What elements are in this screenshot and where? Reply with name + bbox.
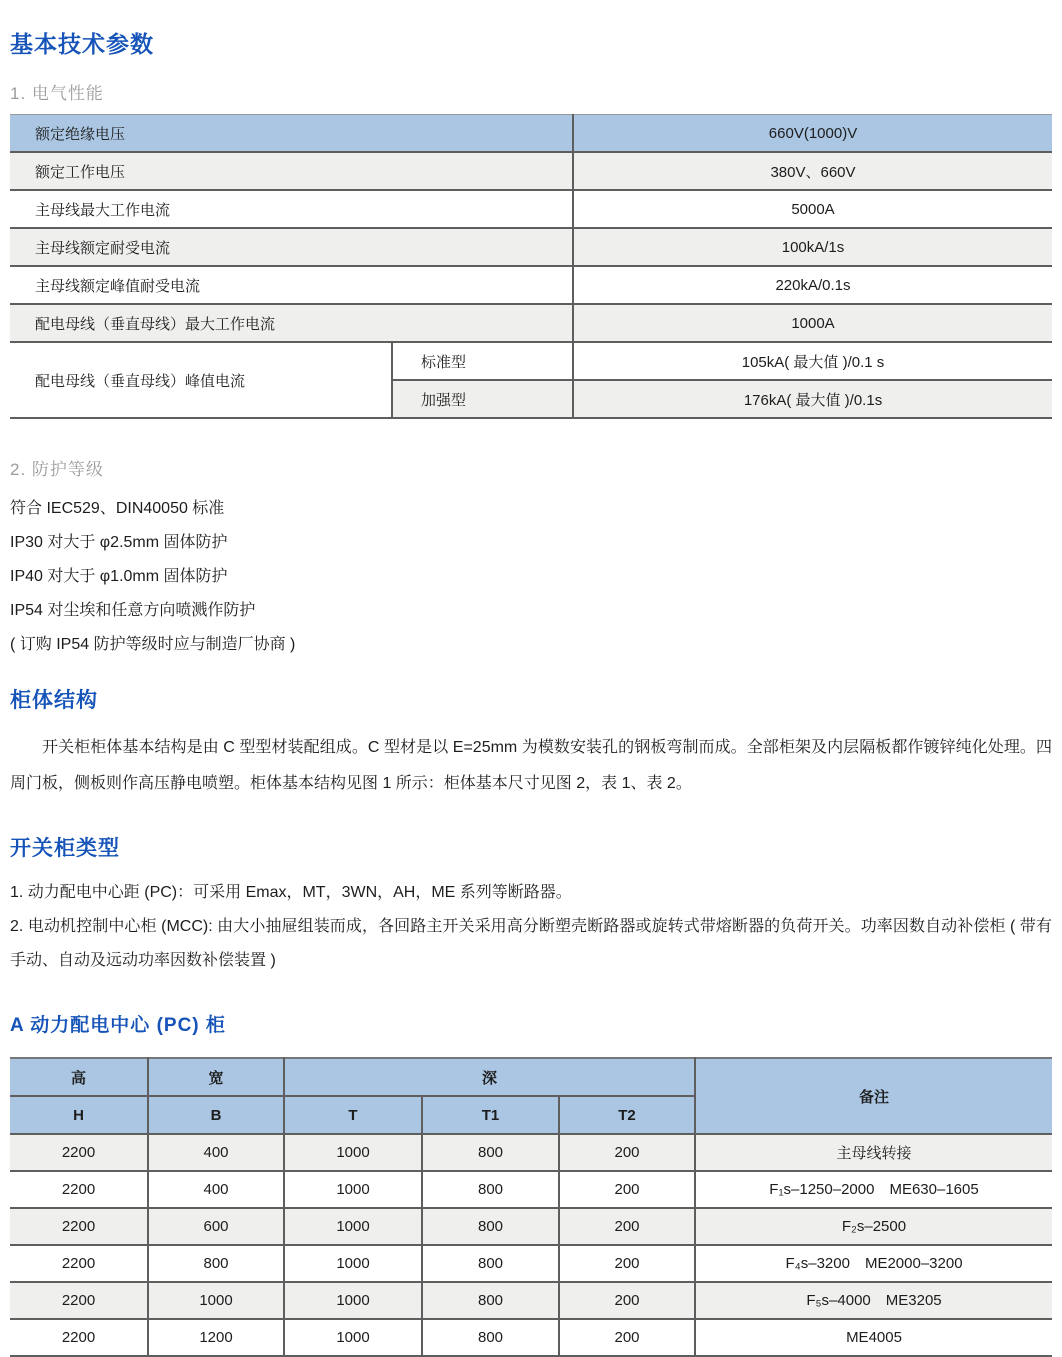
spec-label-peak: 配电母线（垂直母线）峰值电流 xyxy=(10,342,392,418)
cell-t: 1000 xyxy=(284,1282,422,1319)
cell-t2: 200 xyxy=(559,1282,695,1319)
col-header-t1: T1 xyxy=(422,1096,559,1134)
cell-t: 1000 xyxy=(284,1208,422,1245)
cell-t1: 800 xyxy=(422,1245,559,1282)
electrical-spec-table xyxy=(10,114,1052,419)
cell-h: 2200 xyxy=(10,1134,148,1171)
type-item: 1. 动力配电中心距 (PC)：可采用 Emax，MT，3WN，AH，ME 系列等断路器。 xyxy=(10,884,572,901)
cell-t2: 200 xyxy=(559,1208,695,1245)
section-heading-pc: A 动力配电中心 (PC) 柜 xyxy=(10,1015,226,1036)
pc-header-row-1 xyxy=(10,1058,1052,1096)
cell-h: 2200 xyxy=(10,1282,148,1319)
table-row xyxy=(10,1282,1052,1319)
page-title: 基本技术参数 xyxy=(10,31,154,57)
cell-t2: 200 xyxy=(559,1319,695,1356)
cell-t1: 800 xyxy=(422,1134,559,1171)
spec-row xyxy=(10,266,1052,304)
cell-t1: 800 xyxy=(422,1171,559,1208)
protection-line: ( 订购 IP54 防护等级时应与制造厂协商 ) xyxy=(10,636,296,653)
table-row xyxy=(10,1208,1052,1245)
table-row xyxy=(10,1171,1052,1208)
cell-t: 1000 xyxy=(284,1134,422,1171)
col-header-height: 高 xyxy=(10,1058,148,1096)
spec-label: 主母线额定耐受电流 xyxy=(10,228,573,266)
col-header-t2: T2 xyxy=(559,1096,695,1134)
cell-h: 2200 xyxy=(10,1319,148,1356)
cell-t2: 200 xyxy=(559,1134,695,1171)
table-row xyxy=(10,1319,1052,1356)
spec-row xyxy=(10,228,1052,266)
spec-label: 主母线额定峰值耐受电流 xyxy=(10,266,573,304)
cell-remark: F₁s–1250–2000 ME630–1605 xyxy=(695,1171,1052,1208)
protection-line: IP54 对尘埃和任意方向喷溅作防护 xyxy=(10,602,256,619)
protection-line: 符合 IEC529、DIN40050 标准 xyxy=(10,500,225,517)
cell-t2: 200 xyxy=(559,1245,695,1282)
section-heading-structure: 柜体结构 xyxy=(10,689,98,712)
cell-t1: 800 xyxy=(422,1282,559,1319)
spec-row xyxy=(10,304,1052,342)
type-item: 2. 电动机控制中心柜 (MCC): 由大小抽屉组装而成，各回路主开关采用高分断塑壳断路器或旋转式带熔断器的负荷开关。功率因数自动补偿柜 ( 带有手动、自动及远动功率因数补偿装置 ) xyxy=(10,918,1052,969)
spec-value: 220kA/0.1s xyxy=(573,266,1052,304)
spec-row xyxy=(10,152,1052,190)
col-header-t: T xyxy=(284,1096,422,1134)
cell-remark: 主母线转接 xyxy=(695,1134,1052,1171)
spec-label: 配电母线（垂直母线）最大工作电流 xyxy=(10,304,573,342)
protection-line: IP30 对大于 φ2.5mm 固体防护 xyxy=(10,534,228,551)
cell-b: 600 xyxy=(148,1208,284,1245)
structure-paragraph: 开关柜柜体基本结构是由 C 型型材装配组成。C 型材是以 E=25mm 为模数安装孔的钢板弯制而成。全部柜架及内层隔板都作镀锌纯化处理。四周门板，侧板则作高压静电喷塑。柜体基本结构见图 1 所示：柜体基本尺寸见图 2，表 1、表 2。 xyxy=(10,739,1052,792)
cell-b: 800 xyxy=(148,1245,284,1282)
cell-remark: ME4005 xyxy=(695,1319,1052,1356)
spec-row xyxy=(10,190,1052,228)
spec-type-standard: 标准型 xyxy=(392,342,573,380)
cell-b: 1200 xyxy=(148,1319,284,1356)
spec-label: 额定绝缘电压 xyxy=(10,115,573,153)
type-items xyxy=(10,876,1052,978)
cell-h: 2200 xyxy=(10,1171,148,1208)
spec-value: 100kA/1s xyxy=(573,228,1052,266)
spec-value: 5000A xyxy=(573,190,1052,228)
cell-b: 400 xyxy=(148,1134,284,1171)
cell-t1: 800 xyxy=(422,1319,559,1356)
section-heading-types: 开关柜类型 xyxy=(10,837,120,860)
protection-line: IP40 对大于 φ1.0mm 固体防护 xyxy=(10,568,228,585)
col-header-remark: 备注 xyxy=(695,1058,1052,1134)
col-header-b: B xyxy=(148,1096,284,1134)
spec-type-reinforced: 加强型 xyxy=(392,380,573,418)
cell-t: 1000 xyxy=(284,1319,422,1356)
col-header-h: H xyxy=(10,1096,148,1134)
cell-remark: F₄s–3200 ME2000–3200 xyxy=(695,1245,1052,1282)
spec-value: 1000A xyxy=(573,304,1052,342)
cell-remark: F₂s–2500 xyxy=(695,1208,1052,1245)
cell-t: 1000 xyxy=(284,1171,422,1208)
cell-t2: 200 xyxy=(559,1171,695,1208)
cell-t1: 800 xyxy=(422,1208,559,1245)
cell-h: 2200 xyxy=(10,1208,148,1245)
cell-t: 1000 xyxy=(284,1245,422,1282)
section-heading-protection: 2. 防护等级 xyxy=(10,460,104,479)
cell-h: 2200 xyxy=(10,1245,148,1282)
cell-b: 400 xyxy=(148,1171,284,1208)
section-heading-electrical: 1. 电气性能 xyxy=(10,84,104,103)
spec-value: 380V、660V xyxy=(573,152,1052,190)
spec-value: 660V(1000)V xyxy=(573,115,1052,153)
spec-row xyxy=(10,115,1052,153)
table-row xyxy=(10,1134,1052,1171)
cell-b: 1000 xyxy=(148,1282,284,1319)
spec-row-peak-standard xyxy=(10,342,1052,380)
cell-remark: F₅s–4000 ME3205 xyxy=(695,1282,1052,1319)
document-page xyxy=(0,26,1062,1357)
protection-lines xyxy=(10,492,1052,662)
col-header-depth: 深 xyxy=(284,1058,695,1096)
spec-value: 105kA( 最大值 )/0.1 s xyxy=(573,342,1052,380)
table-row xyxy=(10,1245,1052,1282)
spec-label: 额定工作电压 xyxy=(10,152,573,190)
col-header-width: 宽 xyxy=(148,1058,284,1096)
spec-value: 176kA( 最大值 )/0.1s xyxy=(573,380,1052,418)
spec-label: 主母线最大工作电流 xyxy=(10,190,573,228)
pc-dimension-table xyxy=(10,1057,1052,1357)
